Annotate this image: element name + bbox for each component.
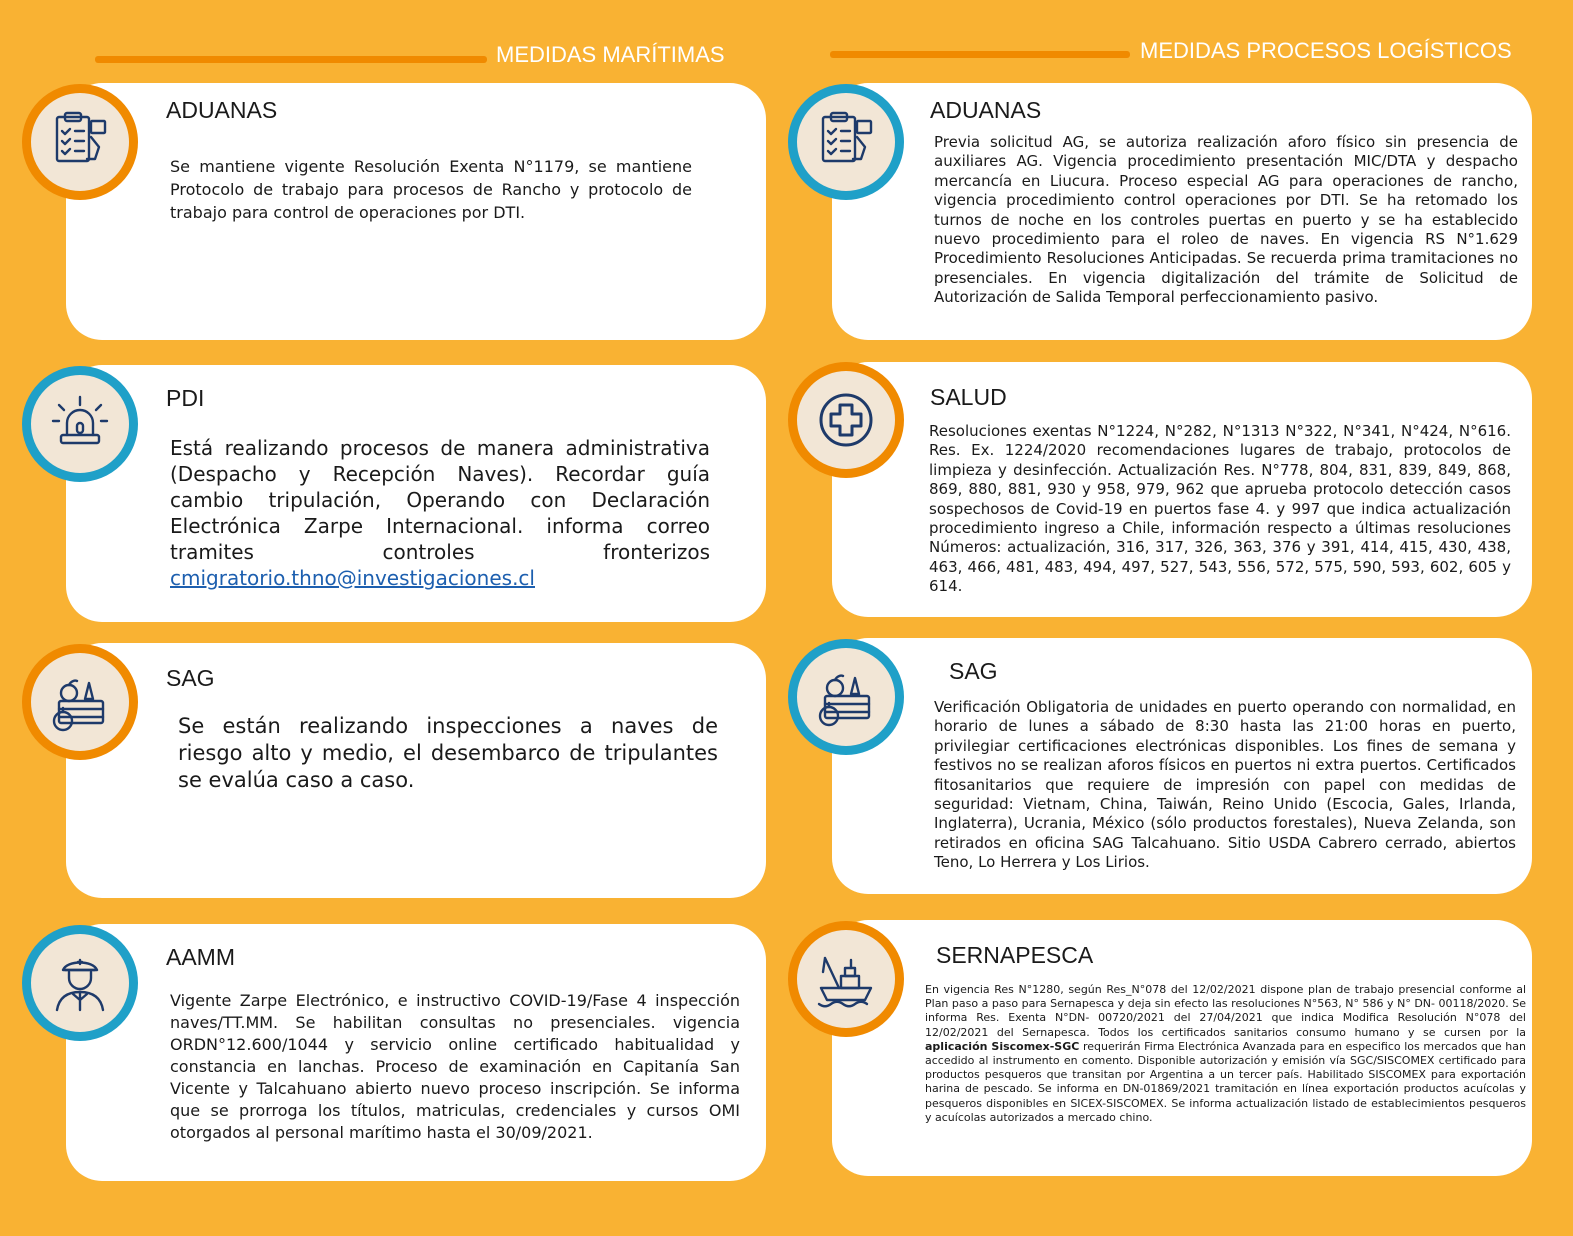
card-title: SERNAPESCA [936, 942, 1094, 968]
logistics-header [780, 34, 1573, 74]
checklist-icon [22, 84, 138, 200]
maritime-header [0, 36, 780, 76]
card-title: ADUANAS [166, 97, 278, 123]
card-logistics-sernapesca [832, 920, 1532, 1176]
card-text-body: En vigencia Res N°1280, según Res_N°078 del 12/02/2021 dispone plan de trabajo presencial conforme al Plan paso a paso para Sernapesca y deja sin efecto las resoluciones N°563, N° 586 y N° DN- 00118/2020. Se informa Res. Exenta N°DN- 00720/2021 del 27/04/2021 que indica Modifica Resolución N°078 del 12/02/2021 del Sernapesca. Todos los certificados sanitarios consumo humano y se cursen por la [925, 983, 1526, 1039]
card-text: Resoluciones exentas N°1224, N°282, N°1313 N°322, N°341, N°424, N°616. Res. Ex. 1224/2020 recomendaciones lugares de trabajo, protocolos de limpieza y desinfección. Actualización Res. N°778, 804, 831, 839, 849, 868, 869, 880, 881, 930 y 958, 979, 962 que aprueba protocolo detección casos sospechosos de Covid-19 en puertos fase 4. y 997 que indica actualización procedimiento ingreso a Chile, información respecto a últimas resoluciones Números: actualización, 316, 317, 326, 363, 376 y 391, 414, 415, 430, 438, 463, 466, 481, 483, 494, 497, 527, 543, 556, 572, 575, 590, 593, 602, 605 y 614. [929, 422, 1511, 596]
card-text-body-end: requerirán Firma Electrónica Avanzada para en especifico los mercados que han accedido al instrumento en comento. Disponible autorización y emisión vía SGC/SISCOMEX certificado para productos pesqueros que transitan por Argentina a un tercer país. Habilitado SISCOMEX para exportación harina de pescado. Se informa en DN-01869/2021 tramitación en línea exportación productos acuícolas y pesqueros disponibles en SICEX-SISCOMEX. Se informa actualización listado de establecimientos pesqueros y acuícolas autorizados a mercado chino. [925, 1039, 1526, 1124]
card-text: Vigente Zarpe Electrónico, e instructivo COVID-19/Fase 4 inspección naves/TT.MM. Se habilitan consultas no presenciales. vigencia ORDN°12.600/1044 y servicio online certificado habitualidad y constancia en lanchas. Proceso de examinación en Capitanía San Vicente y Talcahuano abierto nuevo proceso inscripción. Se informa que se prorroga los títulos, matriculas, credenciales y cursos OMI otorgados al personal marítimo hasta el 30/09/2021. [170, 991, 740, 1142]
produce-crate-icon [22, 644, 138, 760]
card-text-body: Está realizando procesos de manera administrativa (Despacho y Recepción Naves). Recordar guía cambio tripulación, Operando con Declaración Electrónica Zarpe Internacional. informa correo tramites controles fronterizos [170, 436, 710, 564]
logistics-header-line [830, 51, 1130, 58]
card-logistics-salud [832, 362, 1532, 617]
fishing-vessel-icon [788, 921, 904, 1037]
card-text [170, 435, 710, 591]
card-text: Verificación Obligatoria de unidades en puerto operando con normalidad, en horario de lunes a sábado de 8:30 hasta las 21:00 horas en puerto, privilegiar certificaciones electrónicas disponibles. Los fines de semana y festivos no se realizan aforos físicos en puertos ni extra puertos. Certificados fitosanitarios que requiere de impresión con papel con medidas de seguridad: Vietnam, China, Taiwán, Reino Unido (Escocia, Gales, Irlanda, Inglaterra), Ucrania, México (sólo productos forestales), Nueva Zelanda, son retirados en oficina SAG Talcahuano. Sitio USDA Cabrero cerrado, abiertos Teno, Lo Herrera y Los Lirios. [934, 698, 1516, 872]
card-title: PDI [166, 385, 205, 411]
card-maritime-aamm [66, 924, 766, 1181]
produce-crate-icon [788, 639, 904, 755]
maritime-header-title: MEDIDAS MARÍTIMAS [496, 42, 725, 67]
card-logistics-aduanas [832, 83, 1532, 340]
card-maritime-sag [66, 643, 766, 898]
card-text: Se mantiene vigente Resolución Exenta N°1179, se mantiene Protocolo de trabajo para procesos de Rancho y protocolo de trabajo para control de operaciones por DTI. [170, 157, 692, 222]
card-title: ADUANAS [930, 97, 1042, 123]
maritime-header-line [95, 56, 487, 63]
card-title: SAG [166, 665, 215, 691]
checklist-icon [788, 84, 904, 200]
card-maritime-aduanas [66, 83, 766, 340]
card-maritime-pdi [66, 365, 766, 622]
card-title: SALUD [930, 384, 1007, 410]
alarm-light-icon [22, 366, 138, 482]
card-text-bold: aplicación Siscomex-SGC [925, 1039, 1080, 1053]
card-logistics-sag [832, 638, 1532, 894]
medical-cross-icon [788, 362, 904, 478]
logistics-header-title: MEDIDAS PROCESOS LOGÍSTICOS [1140, 38, 1512, 63]
card-text [925, 983, 1526, 1125]
card-text: Previa solicitud AG, se autoriza realización aforo físico sin presencia de auxiliares AG. Vigencia procedimiento presentación MIC/DTA y despacho mercancía en Liucura. Proceso especial AG para operaciones de rancho, vigencia procedimiento control operaciones por DTI. Se ha retomado los turnos de noche en los controles puertas en puerto y se ha establecido nuevo procedimiento para el roleo de naves. En vigencia RS N°1.629 Procedimiento Resoluciones Anticipadas. Se recuerda prima tramitaciones no presenciales. En vigencia digitalización del trámite de Solicitud de Autorización de Salida Temporal perfeccionamiento pasivo. [934, 133, 1518, 307]
email-link[interactable]: cmigratorio.thno@investigaciones.cl [170, 566, 535, 590]
card-title: SAG [949, 658, 998, 684]
card-text: Se están realizando inspecciones a naves de riesgo alto y medio, el desembarco de tripulantes se evalúa caso a caso. [178, 714, 718, 792]
naval-officer-icon [22, 925, 138, 1041]
card-title: AAMM [166, 944, 235, 970]
